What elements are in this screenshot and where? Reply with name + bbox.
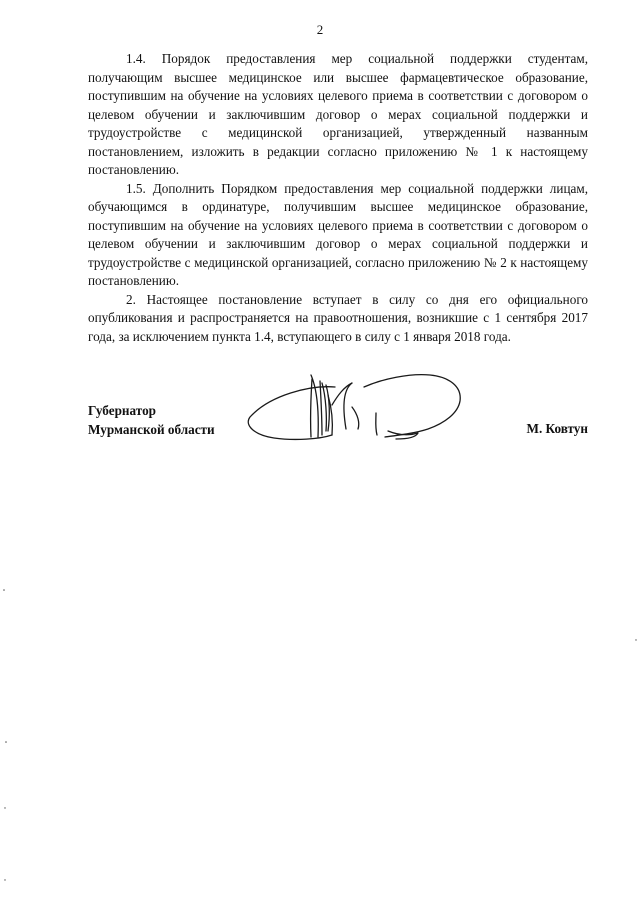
document-body [88, 50, 588, 346]
position-line-1: Губернатор [88, 403, 156, 418]
paragraph-2: 2. Настоящее постановление вступает в силу со дня его официального опубликования и распространяется на правоотношения, возникшие с 1 сентября 2017 года, за исключением пункта 1.4, вступающего в силу с 1 января 2018 года. [88, 291, 588, 344]
signatory-position [88, 402, 215, 439]
paragraph-1-4: 1.4. Порядок предоставления мер социальной поддержки студентам, получающим высшее медицинское или высшее фармацевтическое образование, поступившим на обучение на условиях целевого приема в соответствии с договором о целевом обучении и заключившим договор о мерах социальной поддержки и трудоустройстве с медицинской организацией, утвержденный названным постановлением, изложить в редакции согласно приложению № 1 к настоящему постановлению. [88, 51, 588, 177]
signatory-name: М. Ковтун [526, 421, 588, 436]
signature-block [88, 400, 588, 460]
page-number: 2 [316, 22, 324, 37]
paragraph-1-5: 1.5. Дополнить Порядком предоставления мер социальной поддержки лицам, обучающимся в ординатуре, получившим высшее медицинское образование, поступившим на обучение на условиях целевого приема в соответствии с договором о целевом обучении и заключившим договор о мерах социальной поддержки и трудоустройстве с медицинской организацией, согласно приложению № 2 к настоящему постановлению. [88, 180, 588, 288]
position-line-2: Мурманской области [88, 421, 215, 437]
